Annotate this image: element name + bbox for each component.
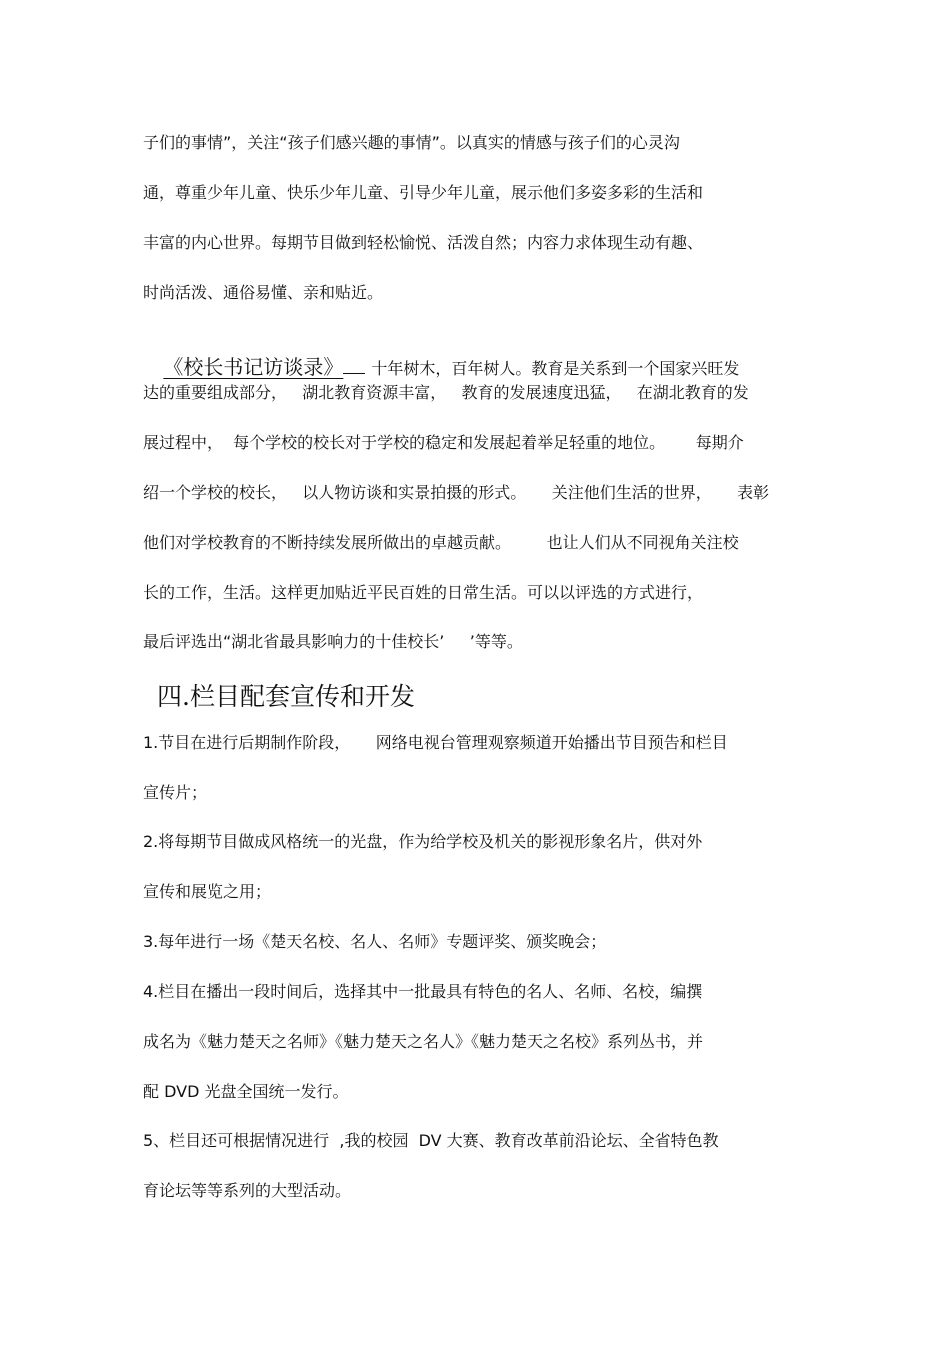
paragraph-line: 通，尊重少年儿童、快乐少年儿童、引导少年儿童，展示他们多姿多彩的生活和: [143, 183, 704, 202]
list-item-line: 2.将每期节目做成风格统一的光盘，作为给学校及机关的影视形象名片，供对外: [143, 832, 703, 851]
paragraph-line: 展过程中， 每个学校的校长对于学校的稳定和发展起着举足轻重的地位。 每期介: [143, 433, 744, 452]
paragraph-line: 绍一个学校的校长， 以人物访谈和实景拍摄的形式。 关注他们生活的世界， 表彰: [143, 483, 770, 502]
list-item-line: 配 DVD 光盘全国统一发行。: [143, 1082, 349, 1101]
list-item-line: 育论坛等等系列的大型活动。: [143, 1181, 352, 1200]
list-item-line: 5、栏目还可根据情况进行 ,我的校园 DV 大赛、教育改革前沿论坛、全省特色教: [143, 1131, 719, 1150]
list-item-line: 4.栏目在播出一段时间后，选择其中一批最具有特色的名人、名师、名校，编撰: [143, 982, 703, 1001]
paragraph-line: 子们的事情”，关注“孩子们感兴趣的事情”。以真实的情感与孩子们的心灵沟: [143, 133, 680, 152]
paragraph-line: 他们对学校教育的不断持续发展所做出的卓越贡献。 也让人们从不同视角关注校: [143, 533, 739, 552]
list-item-line: 1.节目在进行后期制作阶段， 网络电视台管理观察频道开始播出节目预告和栏目: [143, 733, 728, 752]
list-item-line: 宣传片；: [143, 783, 208, 802]
paragraph-line: 达的重要组成部分， 湖北教育资源丰富， 教育的发展速度迅猛， 在湖北教育的发: [143, 383, 749, 402]
paragraph-line: 时尚活泼、通俗易懂、亲和贴近。: [143, 283, 384, 302]
program-title: 《校长书记访谈录》: [163, 355, 344, 379]
list-item-line: 成名为《魅力楚天之名师》《魅力楚天之名人》《魅力楚天之名校》系列丛书，并: [143, 1032, 704, 1051]
title-underline: [343, 357, 365, 374]
list-item-line: 宣传和展览之用；: [143, 882, 272, 901]
paragraph-line: 最后评选出“湖北省最具影响力的十佳校长’ ’等等。: [143, 632, 523, 651]
paragraph-line: 长的工作，生活。这样更加贴近平民百姓的日常生活。可以以评选的方式进行，: [143, 583, 704, 602]
list-item-line: 3.每年进行一场《楚天名校、名人、名师》专题评奖、颁奖晚会；: [143, 932, 607, 951]
paragraph-line: 丰富的内心世界。每期节目做到轻松愉悦、活泼自然；内容力求体现生动有趣、: [143, 233, 704, 252]
program-first-line: 十年树木，百年树人。教育是关系到一个国家兴旺发: [371, 359, 740, 378]
section-heading: 四.栏目配套宣传和开发: [157, 682, 415, 711]
